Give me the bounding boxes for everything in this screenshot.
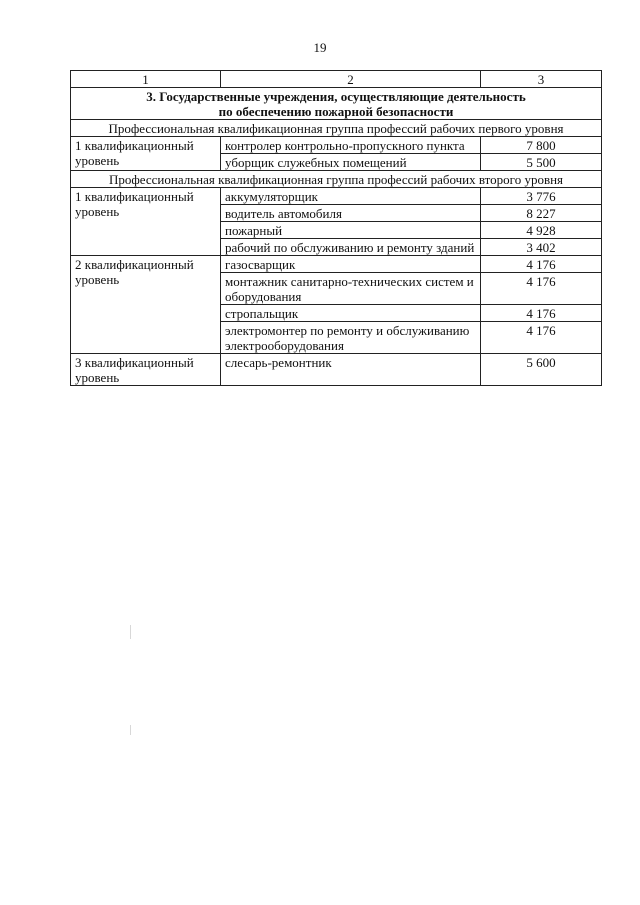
salary-cell: 3 402 [481,239,602,256]
section-title-line1: 3. Государственные учреждения, осуществляющие деятельность [146,89,526,104]
group-title: Профессиональная квалификационная группа профессий рабочих второго уровня [71,171,602,188]
salary-cell: 7 800 [481,137,602,154]
profession-cell: стропальщик [221,305,481,322]
profession-cell: электромонтер по ремонту и обслуживанию электрооборудования [221,322,481,354]
qualification-level: 1 квалификационный уровень [71,188,221,256]
group-title-row [71,120,602,137]
salary-table [70,70,602,386]
profession-cell: водитель автомобиля [221,205,481,222]
profession-cell: рабочий по обслуживанию и ремонту зданий [221,239,481,256]
section-title [71,88,602,120]
profession-cell: пожарный [221,222,481,239]
section-title-row [71,88,602,120]
salary-cell: 4 176 [481,322,602,354]
scan-artifact [130,725,131,735]
salary-cell: 4 928 [481,222,602,239]
profession-cell: газосварщик [221,256,481,273]
group-title-row [71,171,602,188]
column-header-1: 1 [71,71,221,88]
salary-cell: 5 600 [481,354,602,386]
salary-cell: 4 176 [481,256,602,273]
profession-cell: монтажник санитарно-технических систем и оборудования [221,273,481,305]
salary-cell: 4 176 [481,273,602,305]
scan-artifact [130,625,131,639]
group-title: Профессиональная квалификационная группа профессий рабочих первого уровня [71,120,602,137]
qualification-level: 1 квалификационный уровень [71,137,221,171]
salary-cell: 3 776 [481,188,602,205]
page-number: 19 [313,40,327,55]
section-title-line2: по обеспечению пожарной безопасности [218,104,454,119]
qualification-level: 3 квалификационный уровень [71,354,221,386]
salary-cell: 8 227 [481,205,602,222]
table-row [71,137,602,154]
profession-cell: уборщик служебных помещений [221,154,481,171]
table-row [71,256,602,273]
column-header-2: 2 [221,71,481,88]
profession-cell: контролер контрольно-пропускного пункта [221,137,481,154]
table-row [71,354,602,386]
column-header-row [71,71,602,88]
salary-cell: 5 500 [481,154,602,171]
profession-cell: аккумуляторщик [221,188,481,205]
salary-cell: 4 176 [481,305,602,322]
column-header-3: 3 [481,71,602,88]
table-row [71,188,602,205]
qualification-level: 2 квалификационный уровень [71,256,221,354]
profession-cell: слесарь-ремонтник [221,354,481,386]
